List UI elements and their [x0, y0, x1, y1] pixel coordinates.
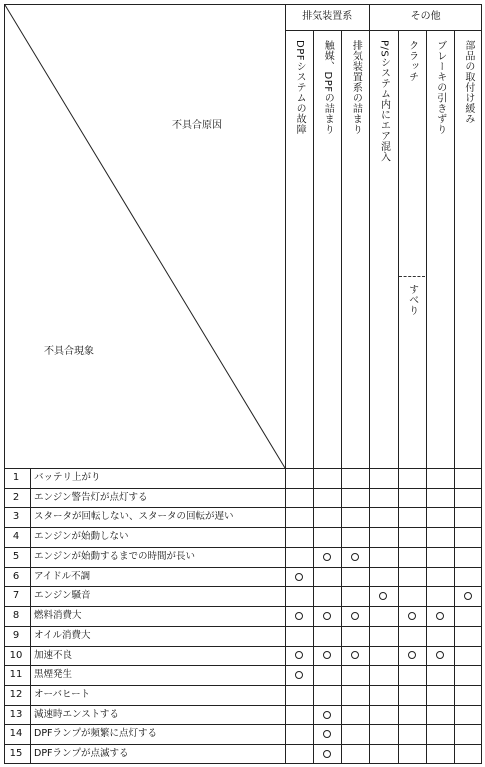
applicable-circle-mark: [323, 553, 331, 561]
row-divider: [4, 626, 482, 627]
row-number: 15: [9, 748, 23, 760]
sub-condition-divider: [399, 276, 425, 277]
row-divider: [4, 705, 482, 706]
column-divider: [454, 30, 455, 764]
symptom-label: バッテリ上がり: [34, 472, 101, 483]
row-divider: [4, 646, 482, 647]
symptom-label: エンジンが始動しない: [34, 531, 129, 543]
symptom-label: エンジンが始動するまでの時間が長い: [34, 550, 196, 562]
applicable-circle-mark: [295, 612, 303, 620]
cause-column-header: P/Sシステム内にエア混入: [378, 40, 390, 163]
applicable-circle-mark: [323, 711, 331, 719]
row-number: 2: [12, 491, 20, 503]
row-number: 12: [9, 689, 23, 701]
symptom-label: 減速時エンストする: [34, 708, 119, 720]
symptom-label: 黒煙発生: [34, 669, 73, 681]
row-number: 1: [12, 472, 20, 483]
row-divider: [4, 527, 482, 528]
row-divider: [4, 586, 482, 587]
row-number: 13: [9, 708, 23, 720]
column-divider: [369, 4, 370, 764]
row-divider: [4, 724, 482, 725]
row-number: 7: [12, 590, 20, 602]
symptom-header-label: 不具合現象: [44, 346, 94, 357]
applicable-circle-mark: [295, 573, 303, 581]
row-divider: [4, 567, 482, 568]
cause-column-header: DPFシステムの故障: [294, 40, 306, 135]
row-number: 3: [12, 511, 20, 523]
row-number: 6: [12, 570, 20, 582]
column-divider: [426, 30, 427, 764]
group-header-divider: [285, 30, 482, 31]
cause-header-label: 不具合原因: [172, 120, 222, 131]
cause-column-header: 排気装置系の詰まり: [350, 40, 362, 135]
symptom-label: 燃料消費大: [34, 610, 82, 622]
column-divider: [313, 30, 314, 764]
row-divider: [4, 507, 482, 508]
row-divider: [4, 606, 482, 607]
symptom-label: 加速不良: [34, 649, 73, 661]
symptom-label: オーバヒート: [34, 689, 91, 701]
cause-group-header: 排気装置系: [302, 11, 353, 22]
symptom-label: アイドル不調: [34, 570, 91, 582]
row-number: 4: [12, 531, 20, 543]
row-divider: [4, 488, 482, 489]
row-divider: [4, 547, 482, 548]
symptom-label: エンジン騒音: [34, 590, 91, 602]
row-divider: [4, 685, 482, 686]
column-divider: [285, 4, 286, 764]
row-number-divider: [30, 468, 31, 764]
cause-group-header: その他: [410, 11, 441, 22]
cause-column-header: ブレーキの引きずり: [434, 40, 446, 135]
row-number: 14: [9, 728, 23, 740]
symptom-label: スタータが回転しない、スタータの回転が遅い: [34, 511, 234, 523]
row-number: 11: [9, 669, 23, 681]
cause-column-header: クラッチ: [406, 40, 418, 82]
row-divider: [4, 744, 482, 745]
row-number: 10: [9, 649, 23, 661]
applicable-circle-mark: [436, 612, 444, 620]
cause-column-header: 部品の取付け緩み: [462, 40, 474, 124]
symptom-label: オイル消費大: [34, 629, 91, 641]
column-divider: [341, 30, 342, 764]
cause-sub-condition: すべり: [406, 284, 418, 316]
column-divider: [398, 30, 399, 764]
cause-column-header: 触媒、DPFの詰まり: [322, 40, 334, 135]
row-number: 9: [12, 629, 20, 641]
applicable-circle-mark: [408, 612, 416, 620]
symptom-label: DPFランプが頻繁に点灯する: [34, 728, 158, 740]
row-divider: [4, 665, 482, 666]
header-divider: [4, 468, 482, 469]
row-number: 8: [12, 610, 20, 622]
symptom-label: エンジン警告灯が点灯する: [34, 491, 148, 503]
symptom-label: DPFランプが点滅する: [34, 748, 129, 760]
row-number: 5: [12, 550, 20, 562]
